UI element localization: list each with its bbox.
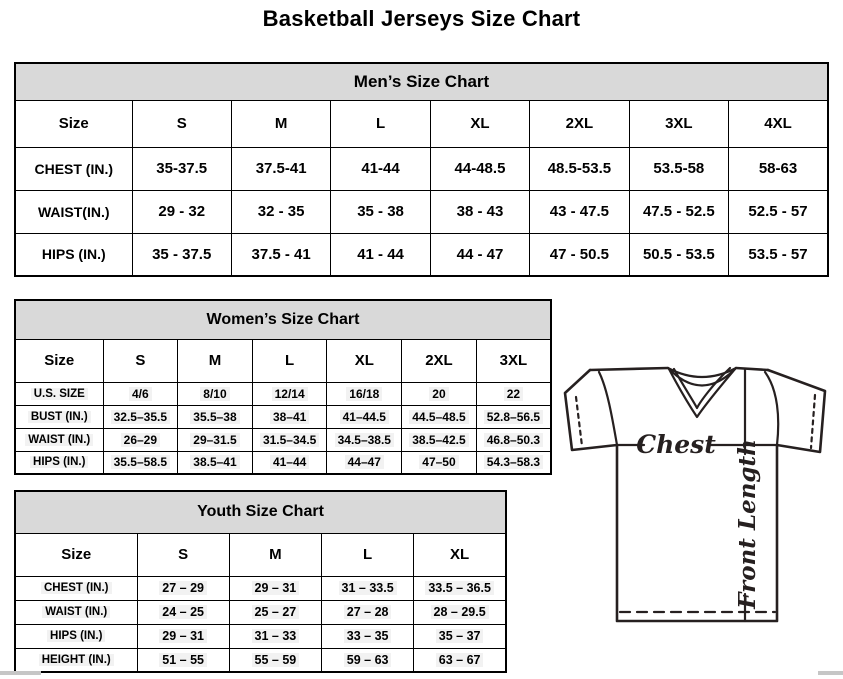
table-row xyxy=(15,600,506,624)
table-row xyxy=(15,382,551,405)
size-column-header: L xyxy=(331,100,430,147)
value-cell: 58-63 xyxy=(729,147,828,190)
jersey-left-armhole-seam xyxy=(599,372,617,445)
jersey-left-cuff-dashed-line xyxy=(576,397,582,446)
value-cell: 27 – 28 xyxy=(322,600,414,624)
value-cell: 53.5 - 57 xyxy=(729,233,828,276)
value-cell: 46.8–50.3 xyxy=(476,428,551,451)
size-column-header: 4XL xyxy=(729,100,828,147)
value-cell: 38.5–42.5 xyxy=(402,428,477,451)
womens-size-chart-table xyxy=(14,299,552,475)
value-cell: 27 – 29 xyxy=(137,576,229,600)
value-cell: 52.5 - 57 xyxy=(729,190,828,233)
chest-label: Chest xyxy=(636,430,716,459)
jersey-measurement-diagram xyxy=(558,356,843,629)
table-title: Youth Size Chart xyxy=(15,491,506,533)
value-cell: 44–47 xyxy=(327,451,402,474)
value-cell: 25 – 27 xyxy=(229,600,321,624)
value-cell: 29 – 31 xyxy=(137,624,229,648)
value-cell: 31.5–34.5 xyxy=(252,428,327,451)
table-row xyxy=(15,576,506,600)
value-cell: 53.5-58 xyxy=(629,147,728,190)
row-label: CHEST (IN.) xyxy=(15,576,137,600)
size-column-header: XL xyxy=(414,533,506,576)
value-cell: 12/14 xyxy=(252,382,327,405)
jersey-right-cuff-dashed-line xyxy=(811,395,815,448)
horizontal-scrollbar-fragment-right[interactable] xyxy=(818,671,843,675)
size-column-header: 2XL xyxy=(530,100,629,147)
value-cell: 35 - 37.5 xyxy=(132,233,231,276)
value-cell: 31 – 33.5 xyxy=(322,576,414,600)
jersey-outline xyxy=(590,368,668,370)
value-cell: 59 – 63 xyxy=(322,648,414,672)
size-column-header: M xyxy=(178,339,253,382)
value-cell: 48.5-53.5 xyxy=(530,147,629,190)
size-label-header: Size xyxy=(15,339,103,382)
size-column-header: 3XL xyxy=(476,339,551,382)
size-column-header: M xyxy=(229,533,321,576)
jersey-right-armhole-seam xyxy=(765,372,778,445)
table-row xyxy=(15,233,828,276)
table-row xyxy=(15,190,828,233)
row-label: WAIST (IN.) xyxy=(15,428,103,451)
value-cell: 28 – 29.5 xyxy=(414,600,506,624)
table-row xyxy=(15,648,506,672)
value-cell: 35 – 37 xyxy=(414,624,506,648)
youth-size-chart-table xyxy=(14,490,507,673)
value-cell: 33 – 35 xyxy=(322,624,414,648)
value-cell: 16/18 xyxy=(327,382,402,405)
value-cell: 43 - 47.5 xyxy=(530,190,629,233)
value-cell: 37.5-41 xyxy=(231,147,330,190)
horizontal-scrollbar-fragment-left[interactable] xyxy=(0,671,41,675)
value-cell: 55 – 59 xyxy=(229,648,321,672)
size-column-header: S xyxy=(103,339,178,382)
value-cell: 47–50 xyxy=(402,451,477,474)
page-title: Basketball Jerseys Size Chart xyxy=(262,6,581,31)
value-cell: 47 - 50.5 xyxy=(530,233,629,276)
size-column-header: 2XL xyxy=(402,339,477,382)
value-cell: 35-37.5 xyxy=(132,147,231,190)
value-cell: 63 – 67 xyxy=(414,648,506,672)
table-row xyxy=(15,147,828,190)
value-cell: 29 – 31 xyxy=(229,576,321,600)
size-label-header: Size xyxy=(15,100,132,147)
front-length-label: Front Length xyxy=(734,439,761,609)
value-cell: 22 xyxy=(476,382,551,405)
value-cell: 52.8–56.5 xyxy=(476,405,551,428)
row-label: HIPS (IN.) xyxy=(15,624,137,648)
jersey-left-sleeve xyxy=(565,370,617,450)
value-cell: 35.5–38 xyxy=(178,405,253,428)
value-cell: 32.5–35.5 xyxy=(103,405,178,428)
table-row xyxy=(15,405,551,428)
value-cell: 20 xyxy=(402,382,477,405)
size-column-header: XL xyxy=(327,339,402,382)
value-cell: 44.5–48.5 xyxy=(402,405,477,428)
value-cell: 37.5 - 41 xyxy=(231,233,330,276)
value-cell: 41–44.5 xyxy=(327,405,402,428)
value-cell: 26–29 xyxy=(103,428,178,451)
value-cell: 38–41 xyxy=(252,405,327,428)
value-cell: 33.5 – 36.5 xyxy=(414,576,506,600)
value-cell: 31 – 33 xyxy=(229,624,321,648)
row-label: U.S. SIZE xyxy=(15,382,103,405)
row-label: WAIST(IN.) xyxy=(15,190,132,233)
value-cell: 38.5–41 xyxy=(178,451,253,474)
size-column-header: S xyxy=(137,533,229,576)
mens-size-chart-table xyxy=(14,62,829,277)
row-label: HIPS (IN.) xyxy=(15,233,132,276)
value-cell: 51 – 55 xyxy=(137,648,229,672)
value-cell: 32 - 35 xyxy=(231,190,330,233)
table-row xyxy=(15,451,551,474)
size-column-header: 3XL xyxy=(629,100,728,147)
size-column-header: S xyxy=(132,100,231,147)
row-label: BUST (IN.) xyxy=(15,405,103,428)
row-label: HIPS (IN.) xyxy=(15,451,103,474)
value-cell: 29–31.5 xyxy=(178,428,253,451)
size-column-header: M xyxy=(231,100,330,147)
jersey-outline xyxy=(736,368,768,370)
value-cell: 34.5–38.5 xyxy=(327,428,402,451)
row-label: HEIGHT (IN.) xyxy=(15,648,137,672)
value-cell: 8/10 xyxy=(178,382,253,405)
size-column-header: L xyxy=(322,533,414,576)
row-label: CHEST (IN.) xyxy=(15,147,132,190)
value-cell: 44 - 47 xyxy=(430,233,529,276)
value-cell: 50.5 - 53.5 xyxy=(629,233,728,276)
table-title: Women’s Size Chart xyxy=(15,300,551,339)
table-row xyxy=(15,624,506,648)
value-cell: 35 - 38 xyxy=(331,190,430,233)
value-cell: 38 - 43 xyxy=(430,190,529,233)
row-label: WAIST (IN.) xyxy=(15,600,137,624)
size-column-header: L xyxy=(252,339,327,382)
value-cell: 29 - 32 xyxy=(132,190,231,233)
value-cell: 41 - 44 xyxy=(331,233,430,276)
value-cell: 44-48.5 xyxy=(430,147,529,190)
value-cell: 35.5–58.5 xyxy=(103,451,178,474)
value-cell: 41-44 xyxy=(331,147,430,190)
size-label-header: Size xyxy=(15,533,137,576)
table-row xyxy=(15,428,551,451)
value-cell: 24 – 25 xyxy=(137,600,229,624)
table-title: Men’s Size Chart xyxy=(15,63,828,100)
size-column-header: XL xyxy=(430,100,529,147)
value-cell: 54.3–58.3 xyxy=(476,451,551,474)
value-cell: 47.5 - 52.5 xyxy=(629,190,728,233)
value-cell: 4/6 xyxy=(103,382,178,405)
value-cell: 41–44 xyxy=(252,451,327,474)
